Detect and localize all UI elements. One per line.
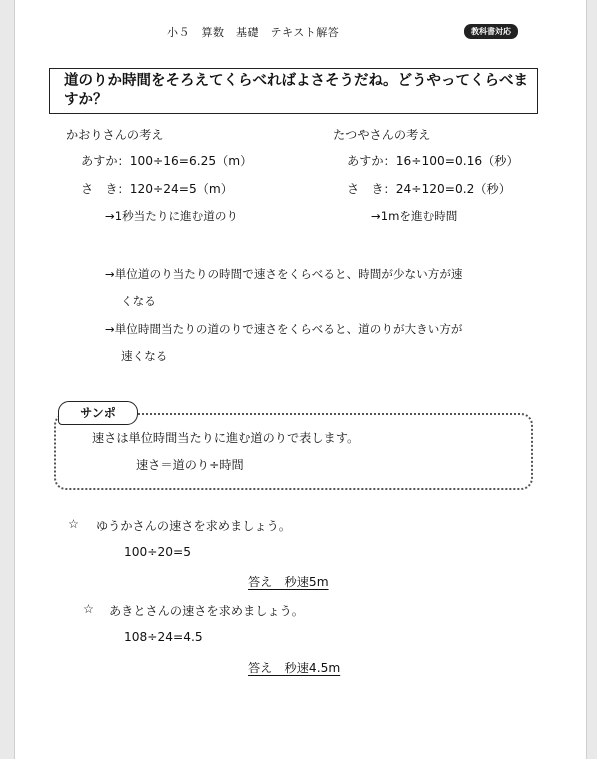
sanpo-formula: 速さ＝道のり÷時間 <box>136 458 244 472</box>
question-box <box>49 68 538 114</box>
kaori-heading: かおりさんの考え <box>66 128 164 142</box>
sanpo-label: サンポ <box>58 401 138 425</box>
page-header-title: 小５ 算数 基礎 テキスト解答 <box>167 26 340 39</box>
tatsuya-heading: たつやさんの考え <box>333 128 431 142</box>
problem-2-calc: 108÷24=4.5 <box>124 630 203 644</box>
conclusion-1-line-1: →単位道のり当たりの時間で速さをくらべると、時間が少ない方が速 <box>105 267 463 281</box>
conclusion-2-line-1: →単位時間当たりの道のりで速さをくらべると、道のりが大きい方が <box>105 322 463 336</box>
conclusion-2-line-2: 速くなる <box>121 349 168 363</box>
kaori-saki-calc: さ き：120÷24=5（m） <box>81 182 233 196</box>
problem-2-answer: 答え 秒速4.5m <box>248 661 341 675</box>
problem-1-prompt: ゆうかさんの速さを求めましょう。 <box>96 519 291 533</box>
tatsuya-asuka-calc: あすか：16÷100=0.16（秒） <box>347 154 519 168</box>
star-icon: ☆ <box>83 602 94 616</box>
star-icon: ☆ <box>68 517 79 531</box>
tatsuya-note: →1mを進む時間 <box>371 209 458 223</box>
kaori-asuka-calc: あすか：100÷16=6.25（m） <box>81 154 253 168</box>
conclusion-1-line-2: くなる <box>121 294 156 308</box>
problem-1-calc: 100÷20=5 <box>124 545 191 559</box>
problem-2-prompt: あきとさんの速さを求めましょう。 <box>109 604 304 618</box>
problem-1-answer: 答え 秒速5m <box>248 575 329 589</box>
sanpo-text: 速さは単位時間当たりに進む道のりで表します。 <box>92 431 360 445</box>
textbook-badge: 教科書対応 <box>464 24 518 39</box>
question-text: 道のりか時間をそろえてくらべればよさそうだね。どうやってくらべますか？ <box>64 73 528 108</box>
kaori-note: →1秒当たりに進む道のり <box>105 209 239 223</box>
tatsuya-saki-calc: さ き：24÷120=0.2（秒） <box>347 182 511 196</box>
